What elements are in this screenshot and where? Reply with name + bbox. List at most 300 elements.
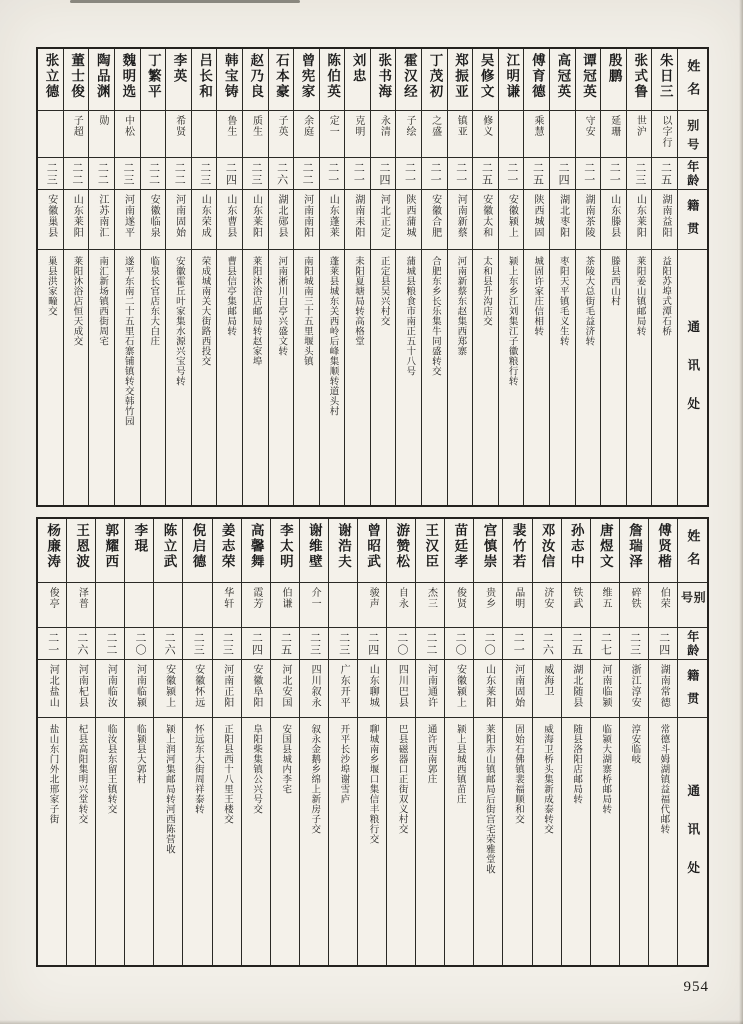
entry-alias: 之盛 [429,115,441,137]
entry-name: 刘忠 [350,53,366,84]
entry-name-cell [300,519,328,583]
entry-name: 陈立武 [161,523,177,570]
entry-age: 二七 [599,631,612,656]
entry-age: 二三 [308,631,321,656]
directory-entry-column [370,49,396,505]
entry-alias: 以字行 [659,115,671,148]
page-number: 954 [683,979,709,995]
entry-name-cell [387,519,415,583]
entry-age-cell [371,158,396,190]
entry-name-cell [166,49,191,111]
header-age-cell [678,628,707,660]
entry-origin-cell [300,660,328,718]
entry-age: 二三 [198,161,211,186]
entry-name: 吕长和 [197,53,213,100]
entry-name-cell [269,49,294,111]
entry-name: 丁茂初 [427,53,443,100]
entry-name: 朱日三 [657,53,673,100]
entry-alias: 自永 [396,587,408,609]
entry-origin: 安徽临泉 [148,194,160,238]
entry-name: 裴竹若 [510,523,526,570]
entry-origin-cell [503,660,531,718]
directory-entry-column [63,49,89,505]
entry-origin: 安徽颍上 [454,664,466,708]
header-name-cell [678,519,707,583]
header-address-cell [678,718,707,965]
entry-name: 霍汉经 [401,53,417,100]
entry-address-cell [503,718,531,965]
entry-origin-cell [396,190,421,250]
entry-age-cell [213,628,241,660]
entry-name-cell [320,49,345,111]
entry-alias: 守安 [583,115,595,137]
entry-age: 二〇 [395,631,408,656]
entry-alias: 泽普 [76,587,88,609]
entry-address: 颍上润河集邮局转河西陈营收 [163,724,174,854]
entry-address: 曹县信亭集邮局转 [225,256,236,336]
entry-address-cell [620,718,648,965]
entry-alias: 修义 [480,115,492,137]
entry-age: 二三 [45,161,58,186]
entry-alias-cell [371,111,396,158]
entry-origin-cell [271,660,299,718]
entry-alias-cell [422,111,447,158]
entry-origin-cell [125,660,153,718]
entry-address-cell [473,250,498,505]
entry-origin: 四川巴县 [396,664,408,708]
entry-alias-cell [271,583,299,628]
entry-name: 詹瑞泽 [626,523,642,570]
entry-address: 蒲城县粮食市南正五十八号 [404,256,415,376]
entry-name-cell [396,49,421,111]
entry-origin: 河南固始 [173,194,185,238]
entry-age-cell [358,628,386,660]
entry-address-cell [591,718,619,965]
entry-age: 二一 [454,161,467,186]
entry-origin-cell [294,190,319,250]
entry-origin-cell [345,190,370,250]
directory-entry-column [319,49,345,505]
entry-origin: 河南新蔡 [455,194,467,238]
entry-origin: 山东滕县 [608,194,620,238]
directory-entry-column [88,49,114,505]
directory-entry-column [444,519,473,965]
entry-alias: 骏声 [367,587,379,609]
entry-address: 南汇新场镇西街周宅 [97,256,108,346]
entry-alias-cell [591,583,619,628]
entry-age: 二四 [377,161,390,186]
entry-origin: 山东莱阳 [634,194,646,238]
entry-alias-cell [300,583,328,628]
entry-address: 安徽霍丘叶家集水源兴宝号转 [173,256,184,386]
directory-entry-column [182,519,211,965]
entry-name: 谭冠英 [581,53,596,100]
entry-origin: 山东蓬莱 [327,194,339,238]
entry-alias-cell [550,111,575,158]
entry-alias-cell [445,583,473,628]
directory-entry-column [344,49,370,505]
directory-entry-column [241,519,270,965]
entry-age-cell [474,628,502,660]
entry-origin-cell [329,660,357,718]
entry-origin: 江苏南汇 [96,194,108,238]
entry-age-cell [445,628,473,660]
entry-origin-cell [192,190,217,250]
entry-origin-cell [96,660,124,718]
entry-origin: 山东莱阳 [71,194,83,238]
header-origin-label: 籍贯 [685,669,700,715]
entry-origin-cell [371,190,396,250]
entry-origin-cell [154,660,182,718]
entry-alias: 勋 [96,115,108,126]
entry-alias-cell [166,111,191,158]
entry-origin: 河南遂平 [122,194,134,238]
entry-name-cell [473,49,498,111]
entry-alias-cell [115,111,140,158]
entry-address-cell [329,718,357,965]
entry-age: 二二 [70,161,83,186]
entry-address: 茶陵大总街毛益济转 [583,256,594,346]
entry-age-cell [533,628,561,660]
directory-table-top [36,47,709,507]
entry-address-cell [300,718,328,965]
entry-address-cell [320,250,345,505]
entry-alias-cell [141,111,166,158]
entry-alias-cell [562,583,590,628]
entry-address: 盐山东门外北邢家子街 [47,724,58,824]
entry-age: 二三 [249,161,262,186]
entry-alias-cell [503,583,531,628]
entry-address-cell [64,250,89,505]
entry-origin: 安徽颍上 [163,664,175,708]
entry-origin-cell [38,660,66,718]
entry-origin: 安徽阜阳 [250,664,262,708]
entry-age: 二四 [224,161,237,186]
entry-address-cell [141,250,166,505]
entry-address: 聊城南乡堰口集信丰粮行交 [367,724,378,844]
directory-entry-column [619,519,648,965]
entry-origin-cell [387,660,415,718]
entry-origin-cell [422,190,447,250]
entry-name: 杨廉涛 [45,523,61,570]
entry-address: 正定县吴兴村交 [378,256,389,326]
entry-age: 二五 [659,161,672,186]
entry-alias: 俊亭 [47,587,59,609]
entry-address: 滕县西山村 [608,256,619,306]
entry-age-cell [141,158,166,190]
directory-entry-column [293,49,319,505]
entry-name-cell [242,519,270,583]
entry-name: 江明谦 [504,53,520,100]
entry-address-cell [499,250,524,505]
entry-origin-cell [473,190,498,250]
entry-alias: 铁武 [570,587,582,609]
header-address-label: 通讯处 [685,319,700,436]
entry-origin: 山东莱阳 [483,664,495,708]
entry-address-cell [562,718,590,965]
entry-origin: 河南杞县 [76,664,88,708]
entry-address: 莱阳沐浴店邮局转赵家埠 [250,256,261,366]
entry-age-cell [269,158,294,190]
entry-age-cell [345,158,370,190]
header-alias-label: 别号 [685,119,700,157]
entry-origin-cell [213,660,241,718]
directory-entry-column [590,519,619,965]
entry-address-cell [652,250,677,505]
entry-alias: 子绘 [404,115,416,137]
entry-name-cell [115,49,140,111]
entry-name-cell [422,49,447,111]
entry-origin: 河南正阳 [221,664,233,708]
entry-name-cell [524,49,549,111]
entry-name: 高馨舞 [248,523,264,570]
directory-entry-column [38,49,63,505]
entry-name-cell [89,49,114,111]
directory-entry-column [648,519,677,965]
entry-age-cell [550,158,575,190]
entry-origin: 威海卫 [541,664,553,697]
entry-name: 游赞松 [394,523,410,570]
entry-alias-cell [154,583,182,628]
entry-origin-cell [533,660,561,718]
entry-name-cell [416,519,444,583]
entry-age: 二六 [275,161,288,186]
entry-address-cell [243,250,268,505]
entry-age-cell [217,158,242,190]
entry-address-cell [38,718,66,965]
entry-address-cell [183,718,211,965]
entry-name-cell [620,519,648,583]
header-name-label: 姓名 [685,529,701,575]
entry-name: 张立德 [43,53,59,100]
entry-name: 唐煜文 [597,523,613,570]
entry-origin: 河北安国 [279,664,291,708]
entry-alias-cell [387,583,415,628]
directory-entry-column [473,519,502,965]
entry-address-cell [533,718,561,965]
entry-name-cell [371,49,396,111]
entry-name: 丁繁平 [145,53,161,100]
directory-entry-column [549,49,575,505]
directory-entry-column [153,519,182,965]
entry-age: 二二 [104,631,117,656]
entry-age-cell [64,158,89,190]
directory-entry-column [95,519,124,965]
entry-origin-cell [550,190,575,250]
entry-address-cell [649,718,677,965]
entry-age-cell [387,628,415,660]
entry-age: 二一 [429,161,442,186]
entry-age-cell [473,158,498,190]
entry-name-cell [64,49,89,111]
directory-entry-column [114,49,140,505]
entry-alias-cell [345,111,370,158]
directory-entry-column [472,49,498,505]
entry-name: 韩宝铸 [222,53,238,100]
entry-alias-cell [294,111,319,158]
entry-alias: 乘慧 [531,115,543,137]
entry-origin-cell [591,660,619,718]
entry-name: 魏明选 [120,53,136,100]
directory-entry-column [357,519,386,965]
entry-address-cell [550,250,575,505]
entry-name: 殷鹏 [606,53,622,84]
entry-name-cell [213,519,241,583]
entry-origin: 河北正定 [378,194,390,238]
entry-age-cell [499,158,524,190]
entry-age: 二二 [147,161,160,186]
entry-age: 二一 [512,631,525,656]
entry-origin-cell [562,660,590,718]
entry-age: 二一 [403,161,416,186]
directory-entry-column [242,49,268,505]
entry-alias-cell [242,583,270,628]
entry-age-cell [329,628,357,660]
entry-address-cell [448,250,473,505]
directory-entry-column [299,519,328,965]
entry-origin: 湖北郧县 [276,194,288,238]
entry-name: 谢浩夫 [336,523,351,570]
entry-alias: 中松 [122,115,134,137]
entry-address-cell [154,718,182,965]
entry-name-cell [125,519,153,583]
entry-name-cell [601,49,626,111]
entry-origin: 河南临汝 [105,664,117,708]
entry-address: 蓬莱县城东关西岭后峰集顺转道头村 [327,256,338,416]
entry-name: 曾昭武 [365,523,381,570]
header-alias-cell [678,111,707,158]
entry-address: 耒阳夏塘局转高格堂 [353,256,364,346]
entry-origin-cell [166,190,191,250]
entry-origin: 河南固始 [512,664,524,708]
entry-origin-cell [320,190,345,250]
entry-address-cell [524,250,549,505]
entry-name: 高冠英 [555,53,571,100]
entry-origin: 山东莱阳 [250,194,262,238]
entry-origin: 安徽怀远 [192,664,204,708]
entry-age-cell [416,628,444,660]
entry-age: 二三 [633,161,646,186]
entry-name: 吴修文 [478,53,494,100]
entry-origin-cell [576,190,601,250]
directory-entry-column [575,49,601,505]
entry-address-cell [96,718,124,965]
entry-address: 颍上东乡江刘集江子徽粮行转 [506,256,517,386]
entry-origin-cell [649,660,677,718]
entry-age: 二五 [480,161,493,186]
entry-age: 二〇 [483,631,496,656]
entry-name: 李琨 [132,523,148,554]
directory-entry-column [270,519,299,965]
entry-origin-cell [358,660,386,718]
entry-age-cell [242,628,270,660]
entry-alias-cell [243,111,268,158]
entry-origin: 山东曹县 [224,194,236,238]
entry-age: 二一 [608,161,621,186]
entry-age: 二二 [173,161,186,186]
entry-age-cell [422,158,447,190]
entry-age-cell [562,628,590,660]
entry-name: 邓汝信 [539,523,555,570]
directory-entry-column [626,49,652,505]
entry-address-cell [371,250,396,505]
entry-address: 随县洛阳店邮局转 [571,724,582,804]
entry-alias-cell [38,111,63,158]
entry-age-cell [524,158,549,190]
entry-address: 临颍大湖寨桥邮局转 [600,724,611,814]
entry-name-cell [345,49,370,111]
entry-address-cell [38,250,63,505]
directory-entry-column [386,519,415,965]
entry-alias-cell [358,583,386,628]
entry-address-cell [345,250,370,505]
entry-address: 淳安临岐 [629,724,640,764]
entry-age: 二三 [122,161,134,186]
entry-alias: 华轩 [221,587,233,609]
entry-origin: 山东荣成 [199,194,211,238]
entry-origin: 浙江淳安 [629,664,641,708]
entry-alias: 鲁生 [224,115,236,137]
entry-address: 怀远东大街周祥泰转 [192,724,203,814]
entry-alias-cell [64,111,89,158]
entry-origin-cell [652,190,677,250]
entry-name-cell [499,49,524,111]
entry-address-cell [271,718,299,965]
entry-origin-cell [620,660,648,718]
directory-entry-column [651,49,677,505]
entry-origin-cell [115,190,140,250]
directory-entry-column [268,49,294,505]
entry-alias-cell [213,583,241,628]
entry-age-cell [503,628,531,660]
entry-age-cell [115,158,140,190]
entry-name-cell [627,49,652,111]
entry-origin-cell [524,190,549,250]
entry-alias-cell [524,111,549,158]
entry-name: 曾宪家 [299,53,315,100]
entry-alias-cell [217,111,242,158]
entry-alias-cell [620,583,648,628]
entry-name-cell [141,49,166,111]
directory-entry-column [395,49,421,505]
entry-name-cell [474,519,502,583]
entry-address: 常德斗姆湖镇益福代邮转 [658,724,669,834]
directory-entry-column [532,519,561,965]
header-alias-cell [678,583,707,628]
entry-origin: 陕西城固 [531,194,543,238]
entry-name: 陈伯英 [325,53,341,100]
entry-address-cell [445,718,473,965]
entry-name-cell [358,519,386,583]
entry-address-cell [387,718,415,965]
entry-name: 郑振亚 [453,53,469,100]
entry-alias: 余庭 [301,115,313,137]
entry-address: 合肥东乡长乐集牛同盛转交 [429,256,440,376]
entry-alias-cell [416,583,444,628]
entry-origin-cell [474,660,502,718]
entry-age: 二一 [505,161,518,186]
directory-entry-column [66,519,95,965]
entry-origin-cell [243,190,268,250]
entry-address-cell [115,250,140,505]
entry-name: 傅贤楷 [656,523,672,570]
header-origin-cell [678,190,707,250]
entry-name-cell [503,519,531,583]
entry-address: 临颍县大郭村 [134,724,145,784]
entry-name: 陶品渊 [94,53,110,100]
entry-name-cell [329,519,357,583]
entry-origin: 四川叙永 [309,664,321,708]
